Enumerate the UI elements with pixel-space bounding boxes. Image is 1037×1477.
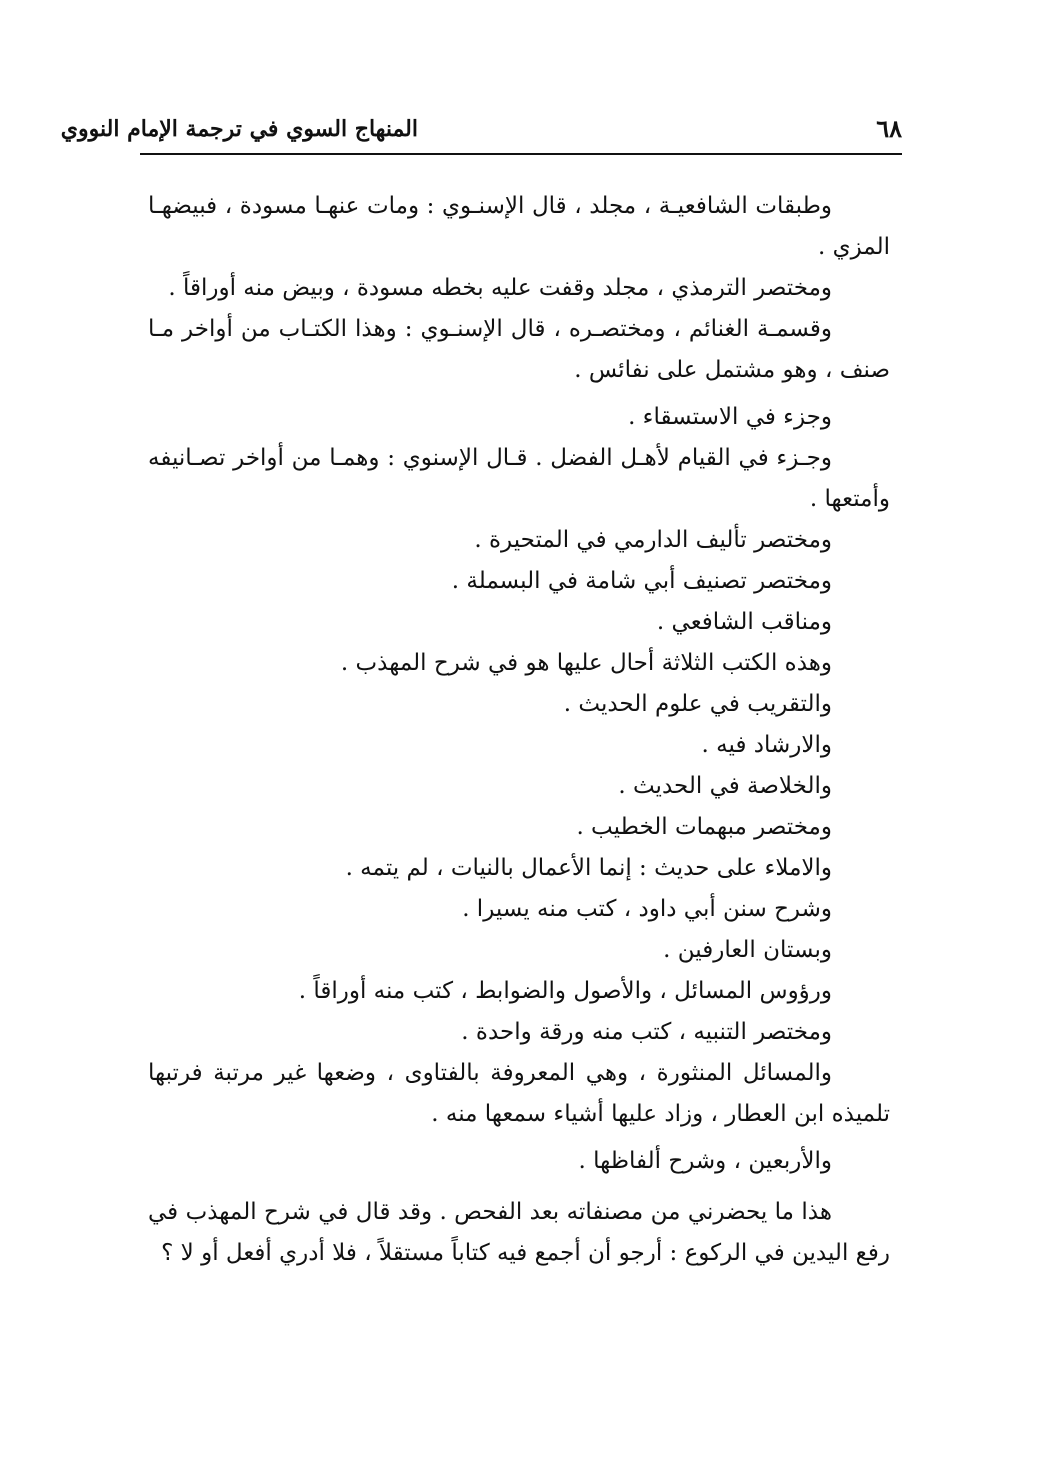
body-text	[148, 186, 890, 1274]
paragraph: وهذه الكتب الثلاثة أحال عليها هو في شرح المهذب .	[340, 650, 832, 676]
paragraph: وجـزء في القيام لأهـل الفضل . قـال الإسنوي : وهمـا من أواخر تصـانيفه وأمتعها .	[148, 445, 890, 512]
paragraph: ومختصر تأليف الدارمي في المتحيرة .	[474, 527, 832, 553]
paragraph: وشرح سنن أبي داود ، كتب منه يسيرا .	[462, 896, 832, 922]
header-title: المنهاج السوي في ترجمة الإمام النووي	[60, 116, 418, 142]
paragraph: ومختصر مبهمات الخطيب .	[576, 814, 832, 840]
paragraph: والمسائل المنثورة ، وهي المعروفة بالفتاوى ، وضعها غير مرتبة فرتبها تلميذه ابن العطار ، وزاد عليها أشياء سمعها منه .	[148, 1060, 890, 1127]
paragraph: والأربعين ، وشرح ألفاظها .	[578, 1148, 832, 1174]
paragraph: وقسمـة الغنائم ، ومختصـره ، قال الإسنـوي : وهذا الكتـاب من أواخر مـا صنف ، وهو مشتمل على نفائس .	[148, 316, 890, 383]
header-rule	[140, 153, 902, 155]
paragraph: والتقريب في علوم الحديث .	[563, 691, 832, 717]
paragraph: ومختصر الترمذي ، مجلد وقفت عليه بخطه مسودة ، وبيض منه أوراقاً .	[168, 275, 832, 301]
paragraph: هذا ما يحضرني من مصنفاته بعد الفحص . وقد قال في شرح المهذب في رفع اليدين في الركوع : أرجو أن أجمع فيه كتاباً مستقلاً ، فلا أدري أفعل أو لا ؟	[148, 1199, 890, 1266]
paragraph: والخلاصة في الحديث .	[618, 773, 832, 799]
running-header	[60, 112, 902, 152]
paragraph: وطبقات الشافعيـة ، مجلد ، قال الإسنـوي : ومات عنهـا مسودة ، فبيضهـا المزي .	[148, 193, 890, 260]
page-number: ٦٨	[876, 114, 902, 143]
paragraph: وبستان العارفين .	[663, 937, 832, 963]
paragraph: ورؤوس المسائل ، والأصول والضوابط ، كتب منه أوراقاً .	[298, 978, 832, 1004]
paragraph: ومناقب الشافعي .	[656, 609, 832, 635]
paragraph: وجزء في الاستسقاء .	[628, 404, 832, 430]
paragraph: ومختصر تصنيف أبي شامة في البسملة .	[451, 568, 832, 594]
paragraph: والاملاء على حديث : إنما الأعمال بالنيات ، لم يتمه .	[345, 855, 832, 881]
paragraph: والارشاد فيه .	[701, 732, 832, 758]
paragraph: ومختصر التنبيه ، كتب منه ورقة واحدة .	[461, 1019, 832, 1045]
